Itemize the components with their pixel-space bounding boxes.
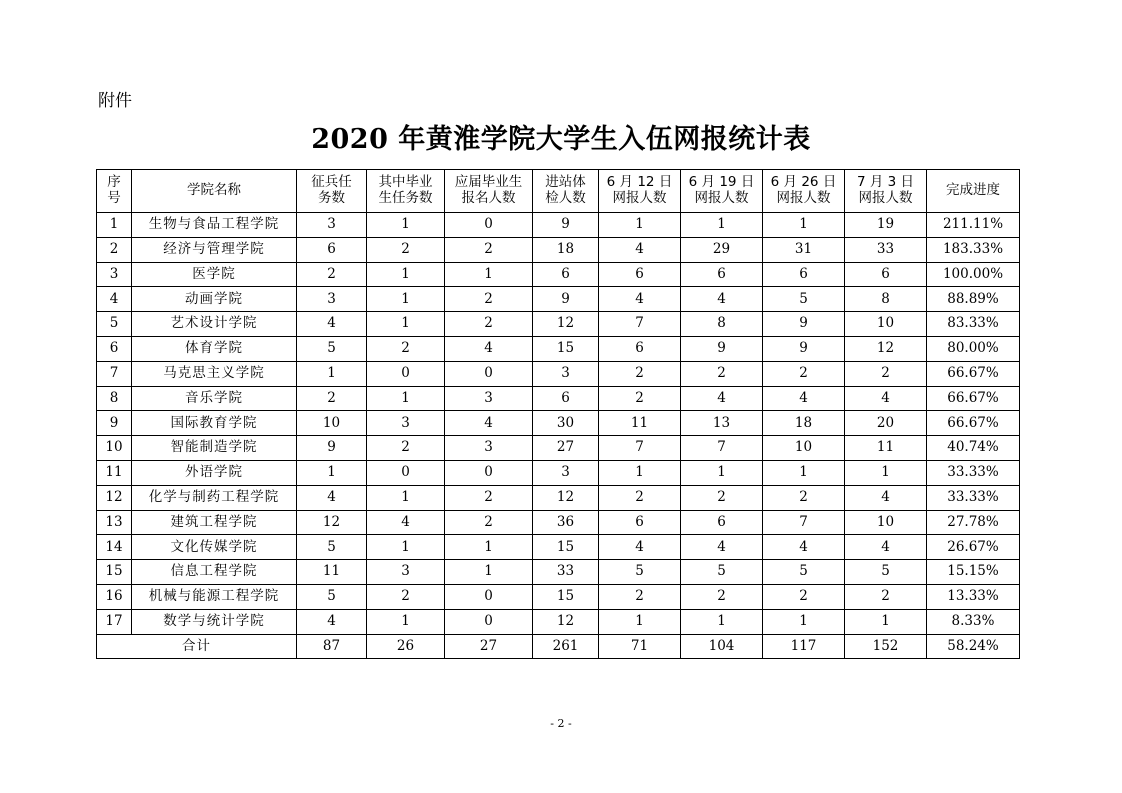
row-number: 16	[97, 584, 132, 609]
jul3-cell: 12	[845, 336, 927, 361]
row-number: 15	[97, 560, 132, 585]
physical-cell: 30	[533, 411, 599, 436]
row-number: 9	[97, 411, 132, 436]
row-number: 7	[97, 361, 132, 386]
quota-cell: 4	[297, 312, 367, 337]
quota-cell: 1	[297, 460, 367, 485]
grad-signups-cell: 0	[445, 584, 533, 609]
progress-cell: 26.67%	[927, 535, 1020, 560]
column-header-line: 网报人数	[858, 190, 913, 206]
grad-signups-cell: 3	[445, 386, 533, 411]
jul3-cell: 33	[845, 237, 927, 262]
jun19-cell: 9	[681, 336, 763, 361]
column-header	[132, 170, 297, 213]
column-header-line: 应届毕业生	[454, 174, 523, 191]
jun12-cell: 7	[599, 436, 681, 461]
column-header	[681, 170, 763, 213]
jun12-cell: 2	[599, 485, 681, 510]
jul3-cell: 5	[845, 560, 927, 585]
quota-cell: 3	[297, 213, 367, 238]
quota-cell: 4	[297, 609, 367, 634]
college-name: 医学院	[132, 262, 297, 287]
physical-cell: 6	[533, 262, 599, 287]
jul3-cell: 11	[845, 436, 927, 461]
college-name: 数学与统计学院	[132, 609, 297, 634]
jun12-cell: 4	[599, 535, 681, 560]
jun19-cell: 7	[681, 436, 763, 461]
total-jun26: 117	[763, 634, 845, 659]
college-name: 动画学院	[132, 287, 297, 312]
quota-cell: 5	[297, 584, 367, 609]
table-row	[97, 560, 1020, 585]
jul3-cell: 1	[845, 460, 927, 485]
physical-cell: 15	[533, 535, 599, 560]
grad-signups-cell: 0	[445, 213, 533, 238]
physical-cell: 3	[533, 361, 599, 386]
quota-cell: 5	[297, 336, 367, 361]
physical-cell: 9	[533, 213, 599, 238]
column-header	[927, 170, 1020, 213]
jun12-cell: 7	[599, 312, 681, 337]
grad-quota-cell: 4	[367, 510, 445, 535]
column-header-line: 学院名称	[187, 182, 241, 199]
college-name: 音乐学院	[132, 386, 297, 411]
jun19-cell: 4	[681, 535, 763, 560]
row-number: 13	[97, 510, 132, 535]
column-header	[533, 170, 599, 213]
table-row	[97, 237, 1020, 262]
jun19-cell: 2	[681, 361, 763, 386]
row-number: 4	[97, 287, 132, 312]
row-number: 6	[97, 336, 132, 361]
grad-quota-cell: 1	[367, 609, 445, 634]
jul3-cell: 2	[845, 361, 927, 386]
jun26-cell: 9	[763, 336, 845, 361]
table-row	[97, 609, 1020, 634]
jun12-cell: 1	[599, 213, 681, 238]
column-header-line: 7 月 3 日	[856, 174, 915, 191]
jun12-cell: 1	[599, 609, 681, 634]
jun26-cell: 1	[763, 460, 845, 485]
grad-quota-cell: 2	[367, 336, 445, 361]
table-row	[97, 312, 1020, 337]
grad-signups-cell: 0	[445, 361, 533, 386]
grad-quota-cell: 1	[367, 262, 445, 287]
table-row	[97, 460, 1020, 485]
row-number: 1	[97, 213, 132, 238]
column-header-line: 生任务数	[378, 190, 433, 206]
jun12-cell: 5	[599, 560, 681, 585]
progress-cell: 88.89%	[927, 287, 1020, 312]
column-header	[763, 170, 845, 213]
college-name: 智能制造学院	[132, 436, 297, 461]
total-row	[97, 634, 1020, 659]
grad-signups-cell: 1	[445, 535, 533, 560]
column-header	[599, 170, 681, 213]
grad-quota-cell: 2	[367, 237, 445, 262]
jun19-cell: 1	[681, 460, 763, 485]
quota-cell: 2	[297, 262, 367, 287]
row-number: 17	[97, 609, 132, 634]
quota-cell: 4	[297, 485, 367, 510]
total-jul3: 152	[845, 634, 927, 659]
jun12-cell: 11	[599, 411, 681, 436]
progress-cell: 80.00%	[927, 336, 1020, 361]
table-row	[97, 386, 1020, 411]
jun26-cell: 6	[763, 262, 845, 287]
progress-cell: 66.67%	[927, 361, 1020, 386]
grad-signups-cell: 2	[445, 287, 533, 312]
table-row	[97, 584, 1020, 609]
total-quota: 87	[297, 634, 367, 659]
column-header	[845, 170, 927, 213]
jul3-cell: 10	[845, 312, 927, 337]
grad-signups-cell: 0	[445, 609, 533, 634]
jun26-cell: 5	[763, 560, 845, 585]
progress-cell: 66.67%	[927, 386, 1020, 411]
jun26-cell: 2	[763, 485, 845, 510]
jun12-cell: 4	[599, 237, 681, 262]
grad-signups-cell: 4	[445, 411, 533, 436]
table-row	[97, 436, 1020, 461]
column-header-line: 检人数	[545, 190, 586, 206]
jun26-cell: 4	[763, 535, 845, 560]
document-title: 2020 年黄淮学院大学生入伍网报统计表	[311, 124, 811, 155]
row-number: 3	[97, 262, 132, 287]
grad-quota-cell: 2	[367, 584, 445, 609]
column-header-line: 进站体	[545, 174, 586, 191]
column-header	[97, 170, 132, 213]
jul3-cell: 20	[845, 411, 927, 436]
table-row	[97, 336, 1020, 361]
quota-cell: 5	[297, 535, 367, 560]
progress-cell: 40.74%	[927, 436, 1020, 461]
quota-cell: 9	[297, 436, 367, 461]
grad-signups-cell: 3	[445, 436, 533, 461]
row-number: 10	[97, 436, 132, 461]
progress-cell: 66.67%	[927, 411, 1020, 436]
jun19-cell: 1	[681, 609, 763, 634]
jun12-cell: 2	[599, 361, 681, 386]
progress-cell: 13.33%	[927, 584, 1020, 609]
column-header-line: 报名人数	[461, 190, 516, 206]
college-name: 外语学院	[132, 460, 297, 485]
total-grad-signups: 27	[445, 634, 533, 659]
college-name: 化学与制药工程学院	[132, 485, 297, 510]
grad-quota-cell: 2	[367, 436, 445, 461]
progress-cell: 15.15%	[927, 560, 1020, 585]
total-label: 合计	[97, 634, 297, 659]
total-progress: 58.24%	[927, 634, 1020, 659]
jul3-cell: 1	[845, 609, 927, 634]
college-name: 信息工程学院	[132, 560, 297, 585]
grad-signups-cell: 2	[445, 485, 533, 510]
college-name: 艺术设计学院	[132, 312, 297, 337]
jun26-cell: 31	[763, 237, 845, 262]
jun19-cell: 6	[681, 262, 763, 287]
physical-cell: 12	[533, 485, 599, 510]
jul3-cell: 6	[845, 262, 927, 287]
grad-quota-cell: 3	[367, 560, 445, 585]
column-header-line: 网报人数	[776, 190, 831, 206]
jun12-cell: 4	[599, 287, 681, 312]
grad-quota-cell: 3	[367, 411, 445, 436]
table-row	[97, 510, 1020, 535]
table-header-row	[97, 170, 1020, 213]
jun26-cell: 1	[763, 213, 845, 238]
jun12-cell: 6	[599, 336, 681, 361]
grad-signups-cell: 1	[445, 560, 533, 585]
row-number: 12	[97, 485, 132, 510]
jun26-cell: 2	[763, 584, 845, 609]
grad-signups-cell: 1	[445, 262, 533, 287]
physical-cell: 33	[533, 560, 599, 585]
grad-quota-cell: 1	[367, 485, 445, 510]
jul3-cell: 4	[845, 386, 927, 411]
column-header-line: 征兵任	[311, 174, 352, 191]
total-jun12: 71	[599, 634, 681, 659]
physical-cell: 36	[533, 510, 599, 535]
column-header-line: 网报人数	[694, 190, 749, 206]
physical-cell: 15	[533, 584, 599, 609]
column-header-line: 6 月 19 日	[688, 174, 755, 191]
grad-quota-cell: 0	[367, 460, 445, 485]
jul3-cell: 4	[845, 535, 927, 560]
total-grad-quota: 26	[367, 634, 445, 659]
enlistment-stats-table	[96, 169, 1020, 659]
jun19-cell: 1	[681, 213, 763, 238]
table-row	[97, 411, 1020, 436]
jul3-cell: 4	[845, 485, 927, 510]
grad-quota-cell: 1	[367, 213, 445, 238]
jun12-cell: 6	[599, 262, 681, 287]
table-row	[97, 485, 1020, 510]
progress-cell: 83.33%	[927, 312, 1020, 337]
row-number: 14	[97, 535, 132, 560]
jul3-cell: 8	[845, 287, 927, 312]
jun26-cell: 5	[763, 287, 845, 312]
column-header-line: 序	[107, 174, 121, 191]
college-name: 国际教育学院	[132, 411, 297, 436]
row-number: 11	[97, 460, 132, 485]
progress-cell: 27.78%	[927, 510, 1020, 535]
progress-cell: 211.11%	[927, 213, 1020, 238]
jun12-cell: 2	[599, 386, 681, 411]
progress-cell: 33.33%	[927, 460, 1020, 485]
physical-cell: 27	[533, 436, 599, 461]
jun12-cell: 1	[599, 460, 681, 485]
table-body	[97, 213, 1020, 635]
progress-cell: 33.33%	[927, 485, 1020, 510]
table-row	[97, 361, 1020, 386]
jun19-cell: 29	[681, 237, 763, 262]
college-name: 建筑工程学院	[132, 510, 297, 535]
grad-quota-cell: 1	[367, 312, 445, 337]
physical-cell: 3	[533, 460, 599, 485]
jun26-cell: 18	[763, 411, 845, 436]
grad-signups-cell: 4	[445, 336, 533, 361]
column-header-line: 完成进度	[946, 182, 1000, 199]
physical-cell: 15	[533, 336, 599, 361]
jun12-cell: 2	[599, 584, 681, 609]
quota-cell: 6	[297, 237, 367, 262]
progress-cell: 100.00%	[927, 262, 1020, 287]
jul3-cell: 19	[845, 213, 927, 238]
jun26-cell: 2	[763, 361, 845, 386]
column-header-line: 网报人数	[612, 190, 667, 206]
quota-cell: 10	[297, 411, 367, 436]
table-row	[97, 213, 1020, 238]
jun26-cell: 10	[763, 436, 845, 461]
jun26-cell: 1	[763, 609, 845, 634]
physical-cell: 6	[533, 386, 599, 411]
jun19-cell: 4	[681, 386, 763, 411]
college-name: 文化传媒学院	[132, 535, 297, 560]
jun26-cell: 4	[763, 386, 845, 411]
progress-cell: 183.33%	[927, 237, 1020, 262]
column-header-line: 务数	[318, 190, 345, 206]
physical-cell: 12	[533, 609, 599, 634]
jun19-cell: 4	[681, 287, 763, 312]
total-physical: 261	[533, 634, 599, 659]
jun19-cell: 8	[681, 312, 763, 337]
column-header-line: 其中毕业	[378, 174, 433, 191]
grad-signups-cell: 2	[445, 237, 533, 262]
jun19-cell: 2	[681, 485, 763, 510]
row-number: 2	[97, 237, 132, 262]
column-header-line: 6 月 26 日	[770, 174, 837, 191]
quota-cell: 12	[297, 510, 367, 535]
college-name: 体育学院	[132, 336, 297, 361]
quota-cell: 1	[297, 361, 367, 386]
column-header-line: 号	[107, 190, 121, 206]
column-header	[367, 170, 445, 213]
jun19-cell: 13	[681, 411, 763, 436]
jun12-cell: 6	[599, 510, 681, 535]
college-name: 机械与能源工程学院	[132, 584, 297, 609]
college-name: 经济与管理学院	[132, 237, 297, 262]
table-row	[97, 535, 1020, 560]
quota-cell: 3	[297, 287, 367, 312]
grad-signups-cell: 0	[445, 460, 533, 485]
college-name: 生物与食品工程学院	[132, 213, 297, 238]
row-number: 5	[97, 312, 132, 337]
grad-quota-cell: 1	[367, 535, 445, 560]
column-header	[297, 170, 367, 213]
jun19-cell: 5	[681, 560, 763, 585]
grad-signups-cell: 2	[445, 312, 533, 337]
physical-cell: 9	[533, 287, 599, 312]
grad-quota-cell: 1	[367, 287, 445, 312]
quota-cell: 2	[297, 386, 367, 411]
jun26-cell: 7	[763, 510, 845, 535]
page-number: - 2 -	[550, 717, 572, 730]
row-number: 8	[97, 386, 132, 411]
physical-cell: 12	[533, 312, 599, 337]
jun19-cell: 2	[681, 584, 763, 609]
progress-cell: 8.33%	[927, 609, 1020, 634]
total-jun19: 104	[681, 634, 763, 659]
jul3-cell: 10	[845, 510, 927, 535]
jun26-cell: 9	[763, 312, 845, 337]
grad-quota-cell: 0	[367, 361, 445, 386]
jun19-cell: 6	[681, 510, 763, 535]
jul3-cell: 2	[845, 584, 927, 609]
quota-cell: 11	[297, 560, 367, 585]
college-name: 马克思主义学院	[132, 361, 297, 386]
table-row	[97, 262, 1020, 287]
physical-cell: 18	[533, 237, 599, 262]
table-row	[97, 287, 1020, 312]
column-header-line: 6 月 12 日	[606, 174, 673, 191]
column-header	[445, 170, 533, 213]
grad-signups-cell: 2	[445, 510, 533, 535]
grad-quota-cell: 1	[367, 386, 445, 411]
attachment-label: 附件	[98, 91, 132, 111]
